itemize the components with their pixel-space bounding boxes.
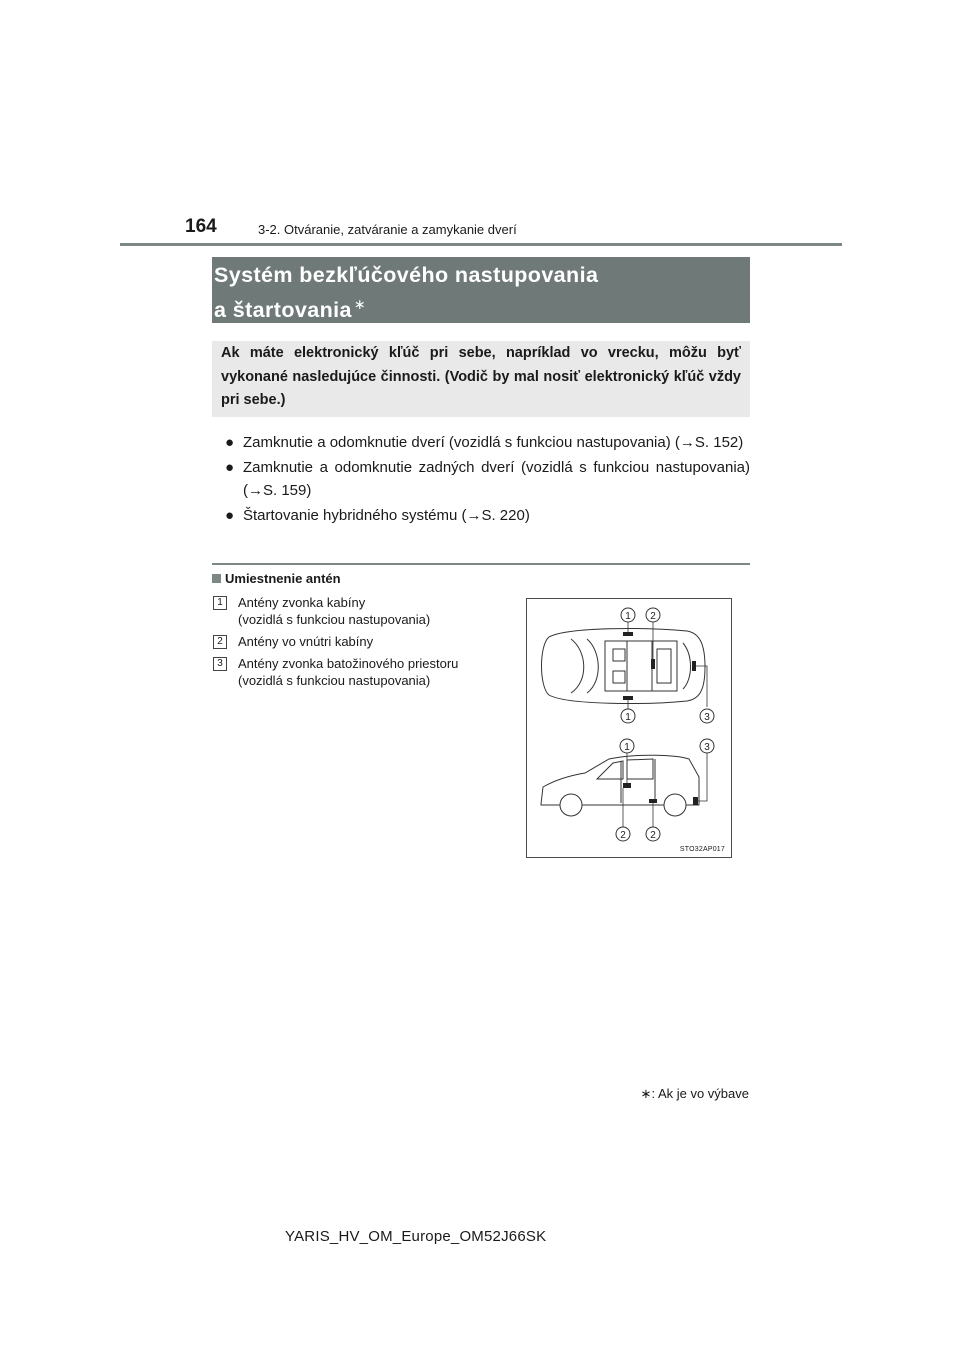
legend-line: (vozidlá s funkciou nastupovania) (238, 673, 431, 688)
legend-line: Antény vo vnútri kabíny (238, 634, 374, 649)
intro-box (212, 341, 750, 417)
legend-line: Antény zvonka kabíny (238, 595, 366, 610)
square-bullet-icon (212, 574, 221, 583)
antenna-legend (212, 594, 512, 694)
page-number: 164 (185, 216, 217, 237)
car-top-view-icon (542, 629, 706, 704)
title-line-1: Systém bezkľúčového nastupovania (214, 263, 599, 287)
antenna-marker (623, 696, 633, 700)
footnote: ∗: Ak je vo výbave (640, 1086, 749, 1101)
subsection-heading (212, 571, 341, 586)
rear-seat-icon (657, 649, 671, 683)
legend-line: Antény zvonka batožinového priestoru (238, 656, 459, 671)
window-shape (627, 759, 653, 779)
title-line-2-wrap (214, 290, 750, 325)
antenna-marker (623, 632, 633, 636)
list-item (212, 504, 750, 528)
callout-label: 2 (650, 830, 656, 841)
car-illustration (527, 599, 733, 859)
optional-marker: ∗ (353, 296, 366, 312)
bullet-text: Štartovanie hybridného systému (→S. 220) (243, 506, 530, 524)
legend-item (212, 594, 512, 628)
seat-icon (613, 671, 625, 683)
callout-label: 1 (625, 712, 631, 723)
intro-text: Ak máte elektronický kľúč pri sebe, napríklad vo vrecku, môžu byť vykonané nasledujúce činnosti. (Vodič by mal nosiť elektronický kľúč vždy pri sebe.) (221, 345, 741, 408)
figure-code: STO32AP017 (679, 846, 725, 853)
callout-label: 3 (704, 742, 710, 753)
legend-number: 2 (213, 635, 227, 649)
page-title (212, 257, 750, 323)
list-item (212, 456, 750, 503)
wheel-icon (664, 794, 686, 816)
antenna-marker (623, 783, 631, 788)
antenna-marker (692, 661, 696, 671)
bullet-list (212, 431, 750, 528)
legend-number: 1 (213, 596, 227, 610)
antenna-marker (649, 799, 657, 803)
bullet-dot-icon: ● (225, 434, 235, 451)
windshield-shape (571, 639, 598, 693)
bullet-dot-icon: ● (225, 458, 235, 476)
bullet-dot-icon: ● (225, 506, 235, 524)
callout-label: 1 (625, 611, 631, 622)
rear-window-shape (683, 643, 691, 689)
bullet-text: Zamknutie a odomknutie zadných dverí (vozidlá s funkciou nastupovania) (→S. 159) (243, 458, 750, 499)
seat-icon (613, 649, 625, 661)
legend-item (212, 633, 512, 650)
legend-line: (vozidlá s funkciou nastupovania) (238, 612, 431, 627)
legend-number: 3 (213, 657, 227, 671)
callout-label: 2 (620, 830, 626, 841)
antenna-marker (651, 659, 655, 669)
legend-item (212, 655, 512, 689)
title-line-2: a štartovania (214, 298, 352, 323)
callout-label: 3 (704, 712, 710, 723)
subsection-title: Umiestnenie antén (225, 571, 341, 586)
document-code: YARIS_HV_OM_Europe_OM52J66SK (285, 1228, 547, 1245)
antenna-location-figure (526, 598, 732, 858)
section-title: 3-2. Otváranie, zatváranie a zamykanie dverí (258, 222, 517, 237)
section-divider (212, 563, 750, 565)
header-rule (120, 243, 842, 246)
wheel-icon (560, 794, 582, 816)
bullet-text: Zamknutie a odomknutie dverí (vozidlá s funkciou nastupovania) (→S. 152) (243, 434, 744, 451)
callout-label: 2 (650, 611, 656, 622)
callout-label: 1 (624, 742, 630, 753)
antenna-marker (693, 797, 698, 805)
list-item (212, 431, 750, 455)
